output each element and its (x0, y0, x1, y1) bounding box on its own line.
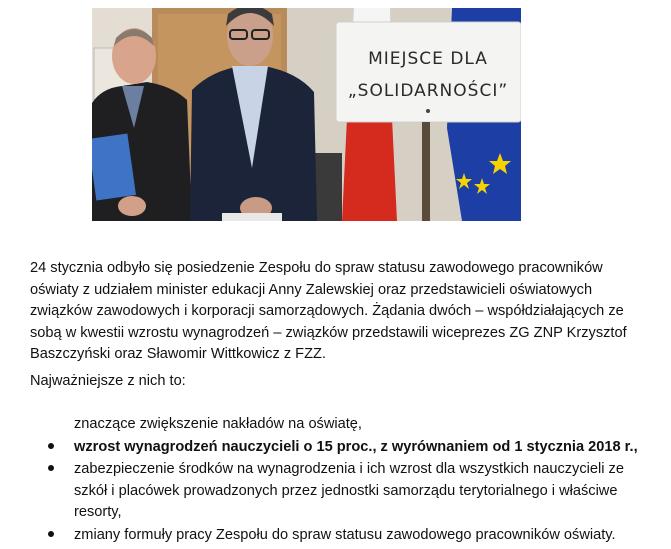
list-item (30, 437, 650, 459)
list-item (30, 525, 650, 547)
article-paragraph: 24 stycznia odbyło się posiedzenie Zespołu do spraw statusu zawodowego pracowników oświaty z udziałem minister edukacji Anny Zalewskiej oraz przedstawicieli oświatowych związków zawodowych i korporacji samorządowych. Żądania dwóch – współdziałających ze sobą w kwestii wzrostu wynagrodzeń – związków przedstawili wiceprezes ZG ZNP Krzysztof Baszczyński oraz Sławomir Wittkowicz z FZZ. (30, 260, 627, 362)
list-item (30, 459, 650, 524)
list-item-text: wzrost wynagrodzeń nauczycieli o 15 proc., z wyrównaniem od 1 stycznia 2018 r., (74, 438, 638, 455)
bullet-icon (48, 465, 54, 471)
list-item-text: zmiany formuły pracy Zespołu do spraw statusu zawodowego pracowników oświaty. (74, 526, 616, 543)
demands-list (30, 414, 650, 547)
bullet-icon (48, 531, 54, 537)
sign-line-1: MIEJSCE DLA (368, 49, 488, 69)
bullet-icon (48, 443, 54, 449)
list-item-text: zabezpieczenie środków na wynagrodzenia i ich wzrost dla wszystkich nauczycieli ze szkół i placówek prowadzonych przez jednostki samorządu terytorialnego i właściwe resorty, (74, 461, 624, 520)
list-item-text: znaczące zwiększenie nakładów na oświatę, (74, 416, 362, 432)
article-photo (92, 8, 521, 221)
demands-lead: Najważniejsze z nich to: (30, 373, 186, 389)
list-item (30, 414, 650, 436)
photo-illustration (92, 8, 521, 221)
sign-line-2: „SOLIDARNOŚCI” (347, 81, 509, 101)
